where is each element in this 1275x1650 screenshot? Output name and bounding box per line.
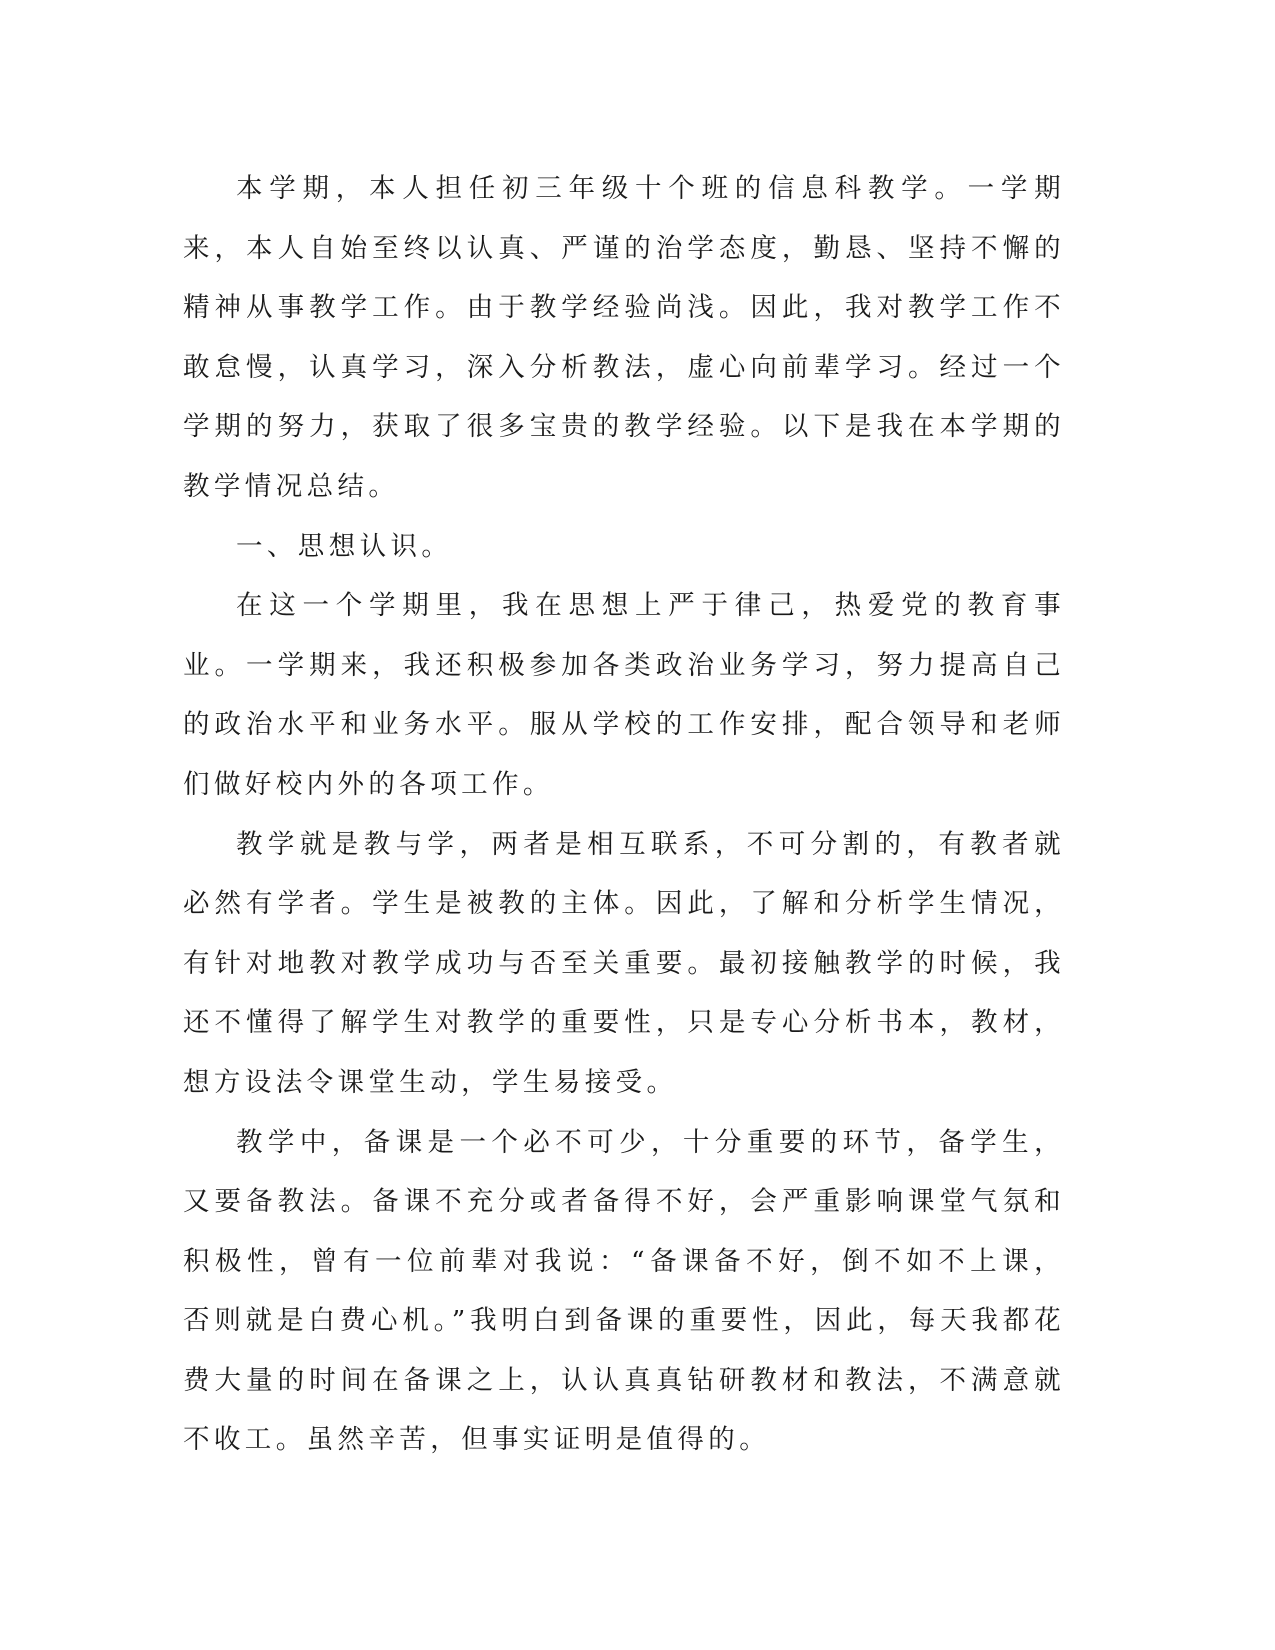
section-heading-thought: 一、思想认识。	[236, 530, 453, 562]
paragraph-thought: 在这一个学期里，我在思想上严于律己，热爱党的教育事业。一学期来，我还积极参加各类政治业务学习，努力提高自己的政治水平和业务水平。服从学校的工作安排，配合领导和老师们做好校内外的各项工作。	[183, 590, 1065, 800]
paragraph-intro: 本学期，本人担任初三年级十个班的信息科教学。一学期来，本人自始至终以认真、严谨的治学态度，勤恳、坚持不懈的精神从事教学工作。由于教学经验尚浅。因此，我对教学工作不敢怠慢，认真学习，深入分析教法，虚心向前辈学习。经过一个学期的努力，获取了很多宝贵的教学经验。以下是我在本学期的教学情况总结。	[183, 173, 1065, 502]
paragraph-lesson-prep: 教学中，备课是一个必不可少，十分重要的环节，备学生，又要备教法。备课不充分或者备得不好，会严重影响课堂气氛和积极性，曾有一位前辈对我说：“备课备不好，倒不如不上课，否则就是白费心机。”我明白到备课的重要性，因此，每天我都花费大量的时间在备课之上，认认真真钻研教材和教法，不满意就不收工。虽然辛苦，但事实证明是值得的。	[183, 1126, 1065, 1456]
document-body	[183, 159, 1065, 1470]
paragraph-teaching-learning: 教学就是教与学，两者是相互联系，不可分割的，有教者就必然有学者。学生是被教的主体。因此，了解和分析学生情况，有针对地教对教学成功与否至关重要。最初接触教学的时候，我还不懂得了解学生对教学的重要性，只是专心分析书本，教材，想方设法令课堂生动，学生易接受。	[183, 828, 1065, 1098]
